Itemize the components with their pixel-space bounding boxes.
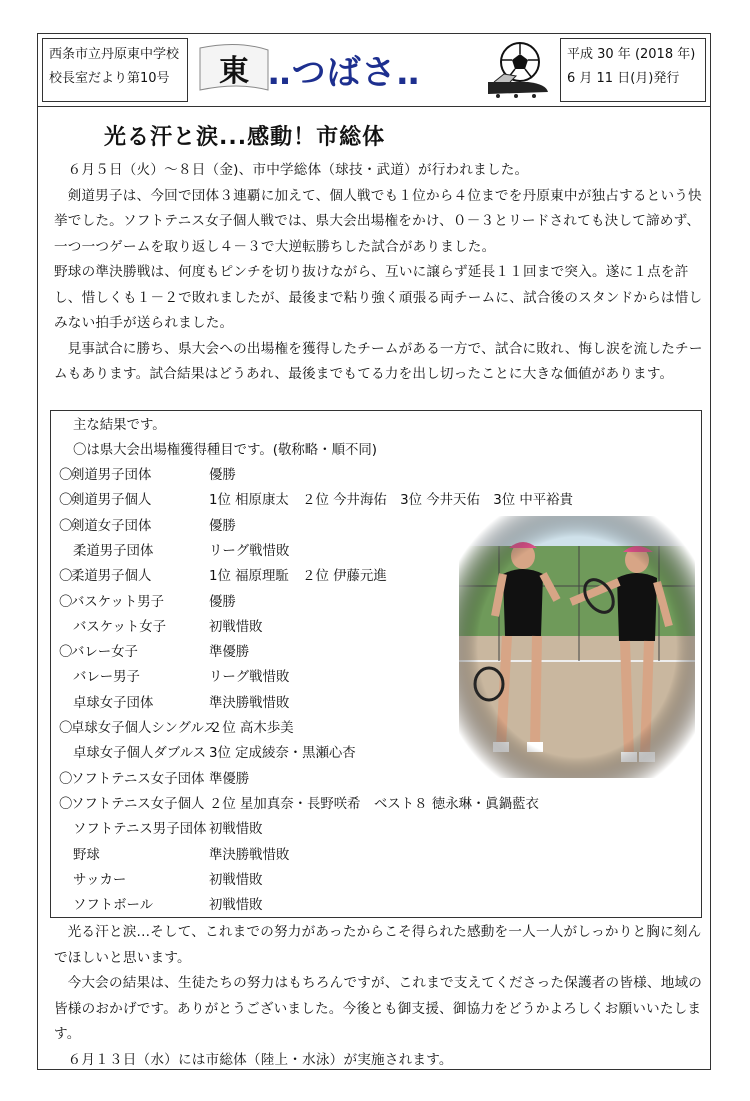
issue-date: 6 月 11 日(月)発行 bbox=[567, 71, 680, 86]
result-row bbox=[59, 463, 236, 488]
result-row bbox=[59, 640, 250, 665]
tsubasa-banner bbox=[198, 38, 552, 100]
results-box bbox=[50, 410, 702, 918]
paragraph: ６月５日（火）～８日（金)、市中学総体（球技・武道）が行われました。 bbox=[67, 162, 529, 178]
result-row bbox=[59, 868, 263, 893]
date-info-box bbox=[560, 38, 706, 102]
result-value: 準優勝 bbox=[209, 645, 250, 661]
result-value: ２位 星加真奈・長野咲希 ベスト８ 徳永琳・眞鍋藍衣 bbox=[209, 796, 539, 812]
result-value: 準優勝 bbox=[209, 771, 250, 787]
result-row bbox=[59, 767, 250, 792]
result-row bbox=[59, 691, 290, 716]
newsletter-issue: 校長室だより第10号 bbox=[49, 71, 170, 86]
result-row bbox=[59, 792, 539, 817]
result-row bbox=[59, 843, 290, 868]
qualified-mark: 〇 bbox=[59, 721, 73, 736]
result-row bbox=[59, 539, 290, 564]
result-value: 優勝 bbox=[209, 468, 236, 483]
paragraph: 光る汗と涙...そして、これまでの努力があったからこそ得られた感動を一人一人がしっかりと胸に刻んでほしいと思います。 bbox=[54, 924, 702, 966]
result-row bbox=[59, 741, 356, 766]
result-value: リーグ戦惜敗 bbox=[209, 543, 290, 559]
qualified-mark: 〇 bbox=[59, 518, 73, 534]
qualified-mark: 〇 bbox=[59, 468, 73, 483]
result-event: バスケット女子 bbox=[73, 619, 167, 635]
result-event: 柔道男子団体 bbox=[73, 543, 154, 559]
qualified-mark: 〇 bbox=[59, 569, 73, 585]
result-event: ソフトテニス男子団体 bbox=[73, 822, 207, 838]
result-value: 準決勝戦惜敗 bbox=[209, 695, 290, 711]
result-value: 初戦惜敗 bbox=[209, 898, 263, 914]
article-body bbox=[54, 158, 704, 388]
result-event: バレー男子 bbox=[73, 670, 140, 686]
result-event: 柔道男子個人 bbox=[71, 569, 152, 585]
result-event: 剣道男子個人 bbox=[71, 493, 152, 509]
result-event: ソフトテニス女子団体 bbox=[71, 771, 205, 787]
result-value: 3位 定成綾奈・黒瀬心杏 bbox=[209, 746, 356, 762]
result-value: 優勝 bbox=[209, 594, 236, 610]
result-row bbox=[59, 665, 290, 690]
newsletter-frame bbox=[37, 33, 711, 1070]
paragraph: 今大会の結果は、生徒たちの努力はもちろんですが、これまで支えてくださった保護者の皆様、地域の皆様のおかげです。ありがとうございました。今後とも御支援、御協力をどうかよろしくお願いいたします。 bbox=[54, 975, 703, 1042]
result-event: バレー女子 bbox=[71, 645, 138, 661]
date-year: 平成 30 年 (2018 年) bbox=[567, 47, 696, 62]
results-intro: 主な結果です。 bbox=[73, 418, 166, 433]
result-row bbox=[59, 590, 236, 615]
result-row bbox=[59, 893, 263, 918]
result-event: サッカー bbox=[73, 872, 127, 888]
paragraph: 野球の準決勝戦は、何度もピンチを切り抜けながら、互いに譲らず延長１１回まで突入。遂に１点を許し、惜しくも１－２で敗れましたが、最後まで粘り強く頑張る両チームに、試合後のスタンドからは惜しみない拍手が送られました。 bbox=[54, 264, 703, 331]
result-value: 初戦惜敗 bbox=[209, 619, 263, 635]
result-row bbox=[59, 514, 236, 539]
result-event: ソフトテニス女子個人 bbox=[71, 796, 205, 812]
result-event: バスケット男子 bbox=[71, 594, 165, 610]
result-event: 剣道女子団体 bbox=[71, 518, 152, 534]
result-value: 優勝 bbox=[209, 518, 236, 534]
tennis-players-photo bbox=[459, 516, 695, 778]
qualified-mark: 〇 bbox=[59, 771, 73, 787]
result-event: 野球 bbox=[73, 847, 100, 863]
result-value: ２位 高木歩美 bbox=[209, 721, 294, 736]
result-row bbox=[59, 716, 294, 741]
paragraph: 剣道男子は、今回で団体３連覇に加えて、個人戦でも１位から４位までを丹原東中が独占するという快挙でした。ソフトテニス女子個人戦では、県大会出場権をかけ、０－３とリードされても決して諦めず、一つ一つゲームを取り返し４－３で大逆転勝ちした試合がありました。 bbox=[54, 187, 702, 255]
result-event: 卓球女子個人ダブルス bbox=[73, 746, 206, 762]
paragraph: 見事試合に勝ち、県大会への出場権を獲得したチームがある一方で、試合に敗れ、悔し涙を流したチームもあります。試合結果はどうあれ、最後までもてる力を出し切ったことに大きな価値があります。 bbox=[54, 340, 703, 382]
qualified-mark: 〇 bbox=[59, 645, 73, 661]
result-value: 1位 福原理駈 ２位 伊藤元進 bbox=[209, 569, 387, 585]
banner-title: ‥つばさ‥ bbox=[268, 53, 421, 93]
result-row bbox=[59, 817, 263, 842]
qualified-mark: 〇 bbox=[59, 493, 73, 509]
result-value: 初戦惜敗 bbox=[209, 872, 263, 888]
result-event: ソフトボール bbox=[73, 898, 154, 914]
result-event: 卓球女子個人シングルス bbox=[71, 721, 217, 736]
result-value: 準決勝戦惜敗 bbox=[209, 847, 290, 863]
result-value: 初戦惜敗 bbox=[209, 822, 263, 838]
result-value: 1位 相原康太 ２位 今井海佑 3位 今井天佑 3位 中平裕貴 bbox=[209, 493, 573, 509]
qualified-mark: 〇 bbox=[59, 796, 73, 812]
closing-body bbox=[54, 920, 704, 1073]
qualified-mark: 〇 bbox=[59, 594, 73, 610]
result-row bbox=[59, 564, 387, 589]
banner-kanji: 東 bbox=[219, 54, 249, 89]
result-row bbox=[59, 615, 263, 640]
result-event: 剣道男子団体 bbox=[71, 468, 152, 483]
paragraph: ６月１３日（水）には市総体（陸上・水泳）が実施されます。 bbox=[67, 1051, 453, 1068]
result-event: 卓球女子団体 bbox=[73, 695, 154, 711]
school-name: 西条市立丹原東中学校 bbox=[49, 47, 180, 62]
results-note: 〇は県大会出場権獲得種目です。(敬称略・順不同) bbox=[73, 443, 377, 458]
result-value: リーグ戦惜敗 bbox=[209, 670, 290, 686]
school-info-box bbox=[42, 38, 188, 102]
result-row bbox=[59, 488, 573, 513]
header bbox=[38, 34, 710, 107]
article-title: 光る汗と涙...感動！市総体 bbox=[104, 125, 386, 150]
